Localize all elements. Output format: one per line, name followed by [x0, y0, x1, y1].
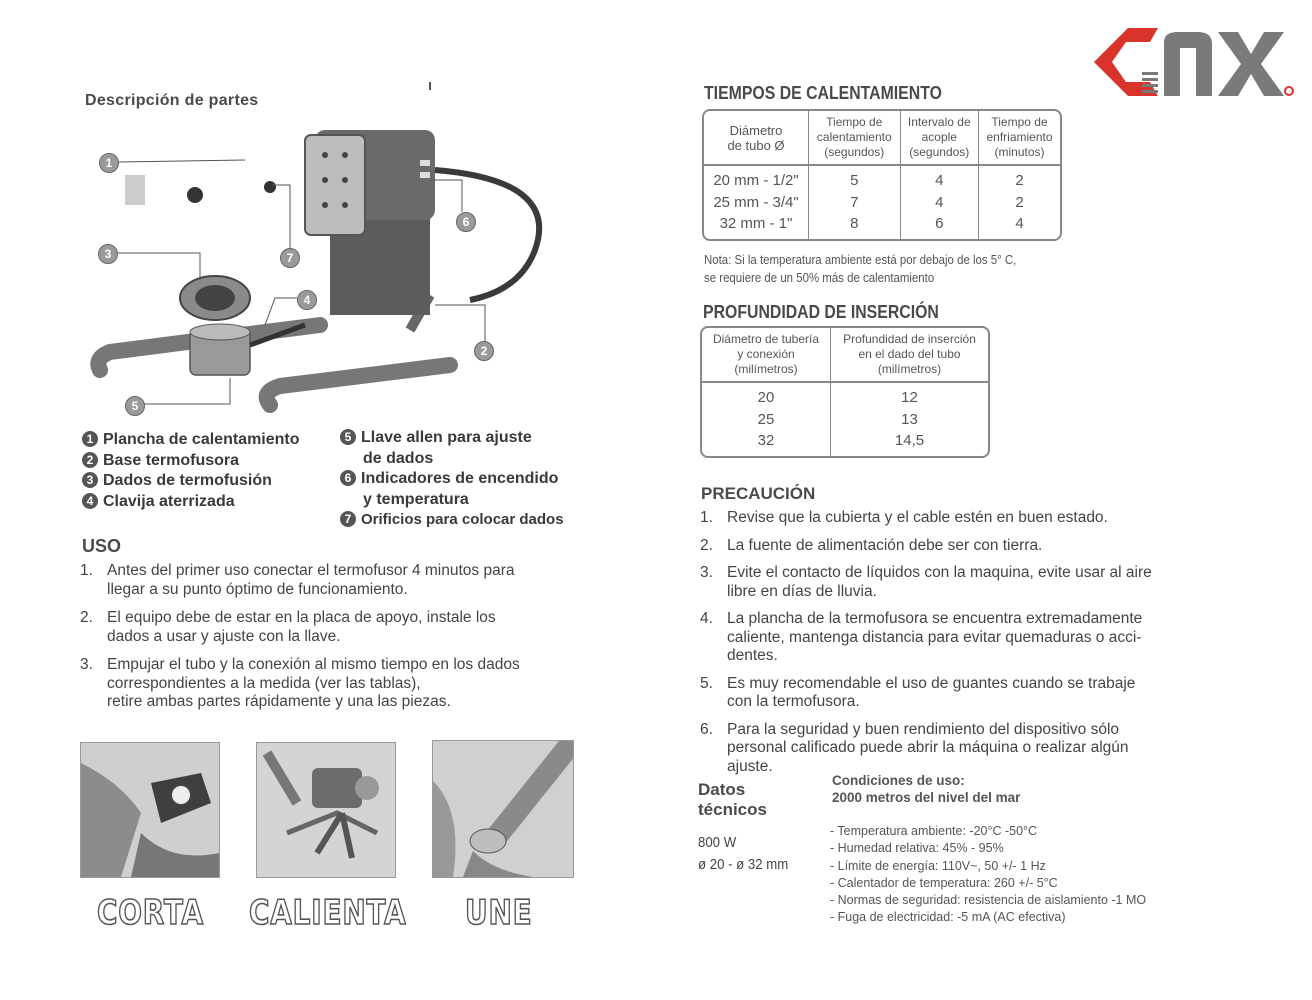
table-cell: 20 mm - 1/2" [704, 166, 809, 192]
table-cell: 25 mm - 3/4" [704, 192, 809, 214]
profundidad-table [700, 326, 990, 458]
table-header: Diámetro de tubo Ø [704, 111, 809, 166]
tiempos-note: Nota: Si la temperatura ambiente está por debajo de los 5° C, se requiere de un 50% más de calentamiento [704, 252, 1017, 285]
part-item: 5 Llave allen para ajuste [340, 428, 564, 449]
table-row [704, 166, 1060, 192]
tiempos-table-wrap [702, 109, 1062, 241]
part-item-cont: de dados [363, 449, 434, 467]
table-row [704, 213, 1060, 239]
table-header: Tiempo de calentamiento (segundos) [809, 111, 901, 166]
profundidad-table-wrap [700, 326, 990, 458]
part-item: 7 Orificios para colocar dados [340, 510, 564, 531]
callout-7: 7 [280, 248, 300, 268]
spec-line: - Humedad relativa: 45% - 95% [830, 841, 1004, 856]
uso-list [80, 562, 580, 721]
table-row [702, 383, 988, 409]
precaucion-item: 5. Es muy recomendable el uso de guantes cuando se trabaje con la termofusora. [700, 674, 1136, 710]
table-cell: 32 [702, 430, 831, 456]
step-photo-cut [80, 742, 220, 878]
profundidad-title: PROFUNDIDAD DE INSERCIÓN [703, 302, 939, 322]
callout-6: 6 [456, 212, 476, 232]
spec-line: - Límite de energía: 110V~, 50 +/- 1 Hz [830, 858, 1046, 873]
table-cell: 4 [901, 166, 979, 192]
parts-section-title: Descripción de partes [85, 92, 259, 109]
table-cell: 2 [1015, 193, 1024, 211]
parts-list-col1 [82, 430, 300, 512]
precaucion-item: 6. Para la seguridad y buen rendimiento del dispositivo sólo personal calificado puede abrir la máquina o realizar algún ajuste. [700, 720, 1129, 775]
precaucion-title: PRECAUCIÓN [701, 484, 816, 503]
table-row [702, 430, 988, 456]
table-cell: 7 [809, 192, 901, 214]
table-cell: 2 [1015, 172, 1024, 189]
table-cell: 8 [809, 213, 901, 239]
table-cell: 14,5 [894, 432, 925, 449]
precaucion-item: 1. Revise que la cubierta y el cable estén en buen estado. [700, 509, 1108, 526]
precaucion-item: 2. La fuente de alimentación debe ser con tierra. [700, 536, 1043, 554]
table-header: Tiempo de enfriamiento (minutos) [979, 111, 1060, 166]
precaucion-item: 4. La plancha de la termofusora se encuentra extremadamente caliente, mantenga distancia para evitar quemaduras o acci- dentes. [700, 610, 1143, 664]
part-item: 2 Base termofusora [82, 451, 300, 472]
table-header: Diámetro de tubería y conexión (milímetros) [702, 328, 831, 383]
step-photo-join [432, 740, 574, 878]
step-label-join: UNE [465, 893, 533, 933]
table-cell: 20 [702, 383, 831, 409]
precaucion-list [700, 509, 1200, 785]
callout-5: 5 [125, 396, 145, 416]
brand-logo [1088, 24, 1298, 100]
part-item: 3 Dados de termofusión [82, 471, 300, 492]
callout-1: 1 [99, 153, 119, 173]
scan-mark [429, 82, 431, 90]
table-cell: 13 [901, 410, 918, 428]
table-cell: 6 [901, 213, 979, 239]
table-header: Profundidad de inserción en el dado del tubo (milímetros) [831, 328, 988, 383]
uso-title: USO [82, 536, 122, 556]
uso-item: 3. Empujar el tubo y la conexión al mismo tiempo en los dados correspondientes a la medida (ver las tablas), retire ambas partes rápidamente y una las piezas. [80, 656, 520, 710]
uso-item: 1. Antes del primer uso conectar el termofusor 4 minutos para llegar a su punto óptimo de funcionamiento. [80, 562, 515, 598]
datos-diameter: ø 20 - ø 32 mm [698, 856, 789, 873]
part-item-cont: y temperatura [363, 490, 469, 508]
part-item: 1 Plancha de calentamiento [82, 430, 300, 451]
parts-list-col2 [340, 428, 564, 531]
heat-fusion-machine-illustration [90, 120, 570, 420]
table-cell: 4 [1015, 215, 1024, 232]
spec-line: - Normas de seguridad: resistencia de aislamiento -1 MO [830, 893, 1147, 908]
spec-line: - Temperatura ambiente: -20°C -50°C [830, 824, 1038, 838]
callout-4: 4 [297, 290, 317, 310]
tiempos-title: TIEMPOS DE CALENTAMIENTO [704, 83, 942, 103]
tiempos-table [702, 109, 1062, 241]
callout-3: 3 [98, 244, 118, 264]
datos-conditions: Condiciones de uso: 2000 metros del nivel del mar [832, 773, 1021, 805]
table-row [704, 192, 1060, 214]
table-cell: 32 mm - 1" [704, 213, 809, 239]
step-label-heat: CALIENTA [249, 893, 407, 933]
part-item: 4 Clavija aterrizada [82, 492, 300, 513]
spec-line: - Fuga de electricidad: -5 mA (AC efectiva) [830, 910, 1066, 925]
uso-item: 2. El equipo debe de estar en la placa de apoyo, instale los dados a usar y ajuste con la llave. [80, 609, 496, 645]
table-cell: 4 [901, 192, 979, 214]
datos-power: 800 W [698, 834, 737, 851]
table-header: Intervalo de acople (segundos) [901, 111, 979, 166]
table-cell: 12 [901, 389, 918, 406]
step-label-cut: CORTA [97, 893, 204, 933]
datos-title: Datos técnicos [698, 780, 767, 819]
step-photo-heat [256, 742, 396, 878]
spec-line: - Calentador de temperatura: 260 +/- 5°C [830, 875, 1058, 890]
precaucion-item: 3. Evite el contacto de líquidos con la maquina, evite usar al aire libre en días de lluvia. [700, 564, 1152, 600]
callout-2: 2 [474, 341, 494, 361]
table-row [702, 409, 988, 431]
part-item: 6 Indicadores de encendido [340, 469, 564, 490]
table-cell: 25 [702, 409, 831, 431]
datos-specs [830, 823, 1146, 927]
table-cell: 5 [809, 166, 901, 192]
